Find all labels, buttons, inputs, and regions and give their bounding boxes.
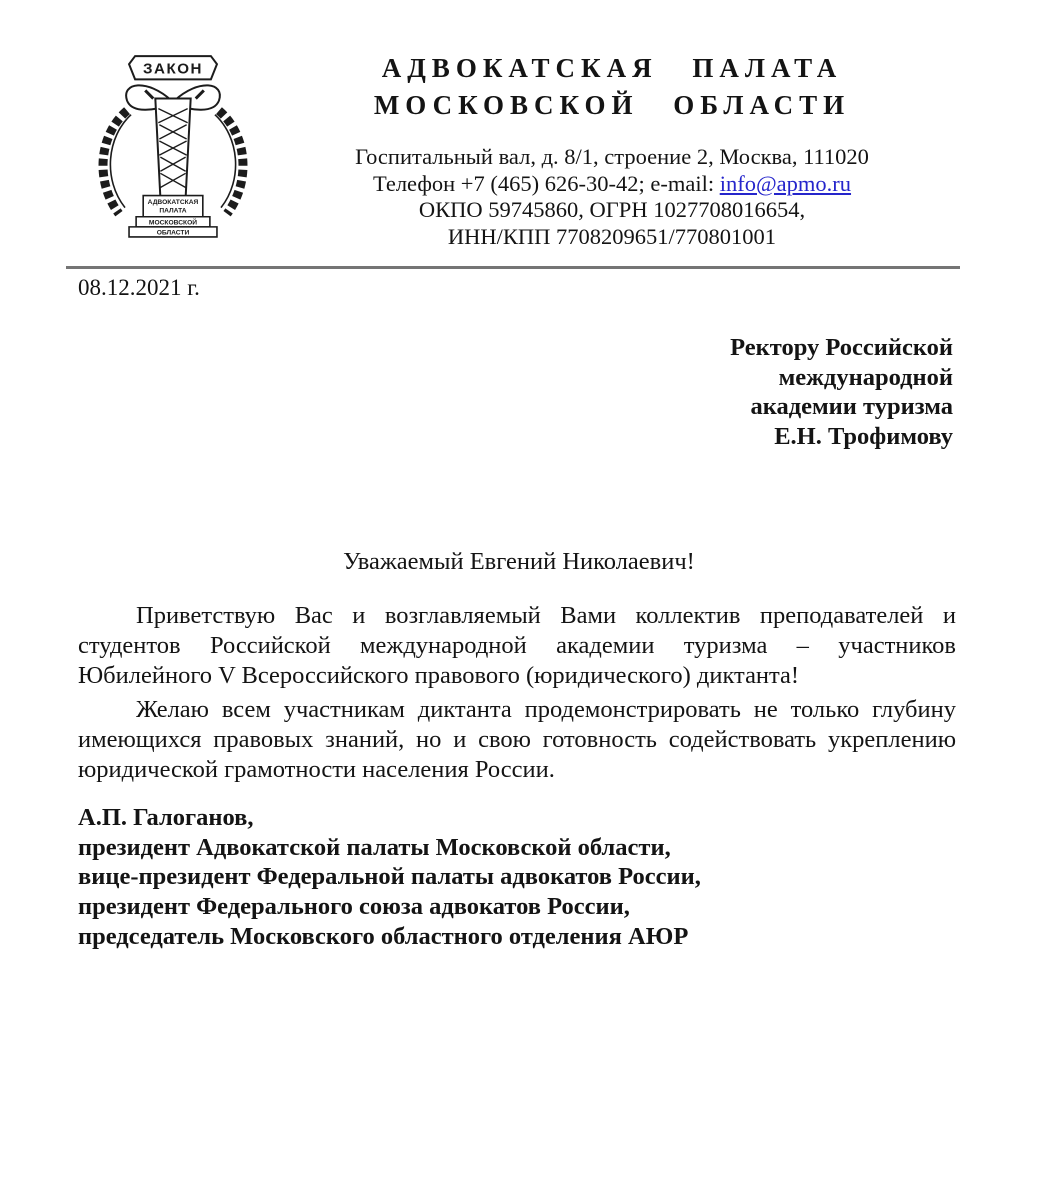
letter-date: 08.12.2021 г. bbox=[78, 275, 200, 300]
okpo-ogrn-line: ОКПО 59745860, ОГРН 1027708016654, bbox=[418, 197, 806, 222]
recipient-block bbox=[0, 333, 1038, 451]
pedestal-line-3: МОСКОВСКОЙ bbox=[148, 219, 198, 227]
phone-email-line bbox=[264, 171, 960, 198]
letterhead-text bbox=[264, 46, 960, 250]
phone-email-prefix: Телефон +7 (465) 626-30-42; e-mail: bbox=[372, 170, 720, 196]
contact-block bbox=[264, 144, 960, 250]
banner-text: ЗАКОН bbox=[143, 60, 203, 78]
pedestal-line-2: ПАЛАТА bbox=[159, 207, 187, 215]
signature-title-2: вице-президент Федеральной палаты адвокатов России, bbox=[78, 863, 701, 891]
laurel-wreath-right-icon bbox=[215, 111, 243, 214]
body-paragraph-2: Желаю всем участникам диктанта продемонстрировать не только глубину имеющихся правовых знаний, но и свою готовность содействовать укреплению юридической грамотности населения России. bbox=[78, 696, 956, 783]
law-banner-icon bbox=[129, 56, 217, 79]
recipient-line-2: международной bbox=[778, 363, 953, 391]
laurel-wreath-left-icon bbox=[103, 111, 131, 214]
inn-kpp-line: ИНН/КПП 7708209651/770801001 bbox=[447, 223, 777, 249]
recipient-line-4: Е.Н. Трофимову bbox=[774, 422, 953, 450]
org-name-line-2: МОСКОВСКОЙ ОБЛАСТИ bbox=[373, 90, 851, 120]
signature-title-1: президент Адвокатской палаты Московской области, bbox=[78, 833, 671, 861]
pedestal-line-4: ОБЛАСТИ bbox=[156, 229, 190, 237]
signature-block bbox=[0, 803, 1038, 952]
salutation: Уважаемый Евгений Николаевич! bbox=[343, 548, 695, 575]
letterhead bbox=[0, 0, 1038, 250]
recipient-line-1: Ректору Российской bbox=[730, 334, 953, 361]
organization-emblem bbox=[84, 46, 264, 240]
letter-body bbox=[0, 601, 1038, 785]
body-paragraph-1: Приветствую Вас и возглавляемый Вами коллектив преподавателей и студентов Российской международной академии туризма – участников Юбилейного V Всероссийского правового (юридического) диктанта! bbox=[78, 602, 956, 689]
email-link[interactable]: info@apmo.ru bbox=[719, 170, 852, 196]
bar-association-emblem-icon bbox=[84, 48, 262, 240]
pedestal-line-1: АДВОКАТСКАЯ bbox=[147, 199, 199, 207]
signature-title-4: председатель Московского областного отделения АЮР bbox=[78, 922, 689, 950]
address-line: Госпитальный вал, д. 8/1, строение 2, Москва, 111020 bbox=[355, 144, 869, 169]
signature-name: А.П. Галоганов, bbox=[78, 803, 254, 831]
org-name bbox=[264, 50, 960, 124]
recipient-line-3: академии туризма bbox=[750, 393, 953, 420]
column-icon bbox=[155, 99, 190, 198]
org-name-line-1: АДВОКАТСКАЯ ПАЛАТА bbox=[381, 53, 843, 83]
signature-title-3: президент Федерального союза адвокатов России, bbox=[78, 893, 630, 921]
